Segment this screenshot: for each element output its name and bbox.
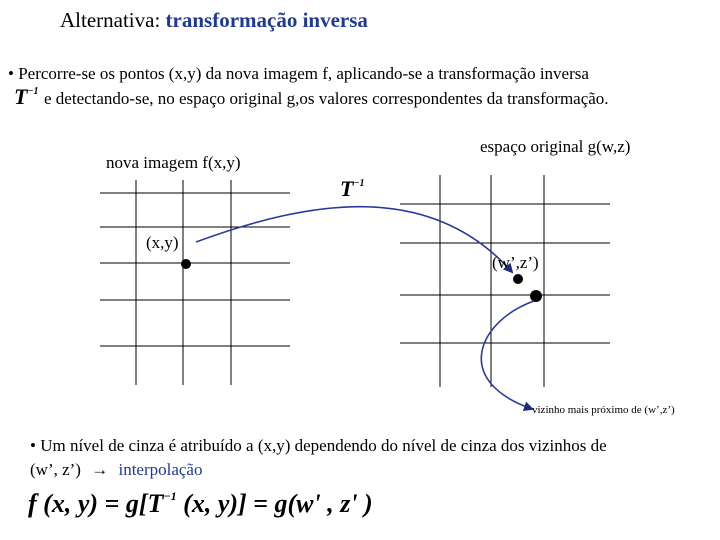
point-xy bbox=[181, 259, 191, 269]
equation-rhs: (x, y)] = g(w' , z' ) bbox=[183, 489, 373, 518]
bullet-1-line-2: e detectando-se, no espaço original g,os valores correspondentes da transformação. bbox=[44, 89, 609, 108]
neighbor-arrow bbox=[481, 301, 534, 409]
t-exponent: −1 bbox=[27, 86, 39, 97]
bullet-2-text-2: (w’, z’) bbox=[30, 460, 81, 479]
implies-arrow-icon: → bbox=[91, 460, 109, 479]
bullet-2-text-1: Um nível de cinza é atribuído a (x,y) dependendo do nível de cinza dos vizinhos de bbox=[40, 436, 607, 455]
point-wz-label: (w’,z’) bbox=[492, 253, 539, 272]
title-highlight: transformação inversa bbox=[165, 8, 368, 32]
t-symbol: T bbox=[14, 84, 28, 109]
bullet-2-line-1 bbox=[30, 436, 607, 456]
title-prefix: Alternativa: bbox=[60, 8, 161, 32]
equation bbox=[28, 489, 373, 519]
interpolation-term: interpolação bbox=[118, 460, 203, 479]
bullet-2-marker: • bbox=[30, 436, 36, 455]
equation-lhs: f (x, y) = g[T bbox=[28, 489, 164, 518]
bullet-1-text-1: Percorre-se os pontos (x,y) da nova imagem f, aplicando-se a transformação inversa bbox=[18, 64, 589, 83]
point-wz bbox=[513, 274, 523, 284]
left-grid-label: nova imagem f(x,y) bbox=[106, 153, 241, 172]
bullet-marker: • bbox=[8, 64, 14, 83]
bullet-2-line-2 bbox=[30, 460, 202, 480]
neighbor-label: vizinho mais próximo de (w’,z’) bbox=[532, 404, 675, 416]
point-neighbor bbox=[530, 290, 542, 302]
equation-exponent: −1 bbox=[163, 489, 177, 503]
right-grid bbox=[400, 175, 610, 387]
t-exponent-arrow: −1 bbox=[353, 178, 365, 189]
right-grid-label: espaço original g(w,z) bbox=[480, 137, 631, 156]
left-grid bbox=[100, 180, 290, 385]
t-symbol-arrow: T bbox=[340, 176, 354, 201]
transform-arrow bbox=[196, 207, 512, 272]
point-xy-label: (x,y) bbox=[146, 233, 179, 252]
